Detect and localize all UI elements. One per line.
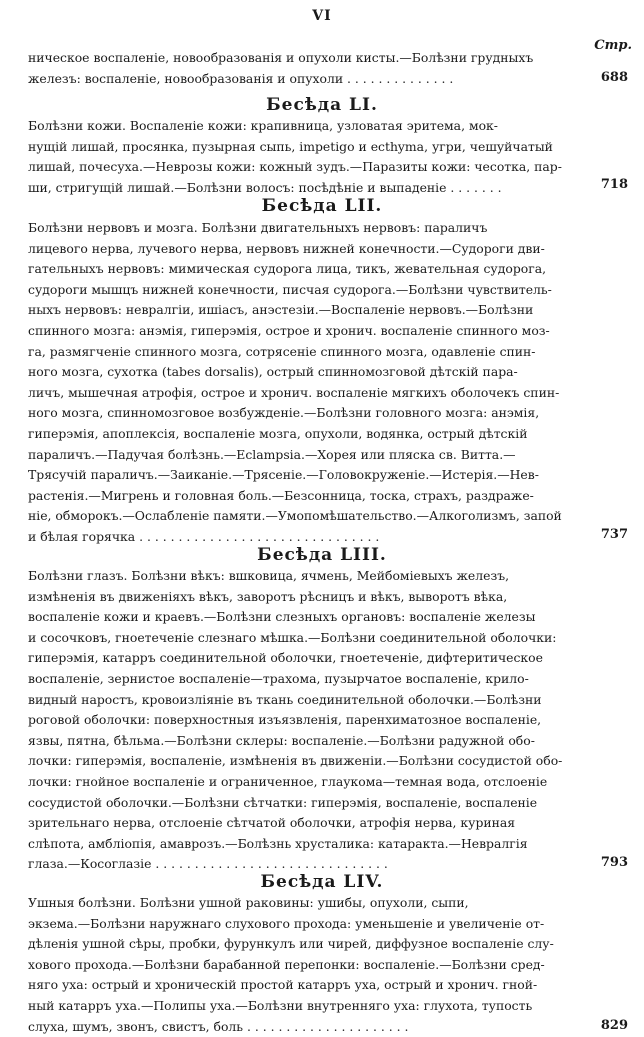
text-line: воспаленіе, зернистое воспаленіе—трахома, пузырчатое воспаленіе, крило- (28, 670, 529, 686)
text-line: ши, стригущій лишай.—Болѣзни волосъ: посѣдѣніе и выпаденіе . . . . . . . (28, 179, 502, 195)
text-line: ныхъ нервовъ: невралгіи, ишіасъ, анэстезіи.—Воспаленіе нервовъ.—Болѣзни (28, 302, 534, 318)
toc-entry-beseda-52 (28, 218, 580, 548)
page-ref-688: 688 (600, 70, 628, 85)
text-line: параличъ.—Падучая болѣзнь.—Eclampsia.—Хорея или пляска св. Витта.— (28, 446, 516, 462)
text-line: Болѣзни глазъ. Болѣзни вѣкъ: вшковица, ячмень, Мейбоміевыхъ железъ, (28, 568, 510, 583)
text-line: спинного мозга: анэмія, гиперэмія, острое и хронич. воспаленіе спинного моз- (28, 322, 550, 338)
text-line: га, размягченіе спинного мозга, сотрясеніе спинного мозга, одавленіе спин- (28, 343, 536, 359)
text-line: гиперэмія, апоплексія, воспаленіе мозга, опухоли, водянка, острый дѣтскій (28, 425, 528, 441)
text-line: Болѣзни кожи. Воспаленіе кожи: крапивница, узловатая эритема, мок- (28, 118, 498, 133)
text-line: измѣненія въ движеніяхъ вѣкъ, заворотъ рѣсницъ и вѣкъ, выворотъ вѣка, (28, 588, 508, 604)
toc-entry-beseda-53 (28, 566, 580, 875)
text-line: хового прохода.—Болѣзни барабанной перепонки: воспаленіе.—Болѣзни сред- (28, 956, 545, 972)
text-line: язвы, пятна, бѣльма.—Болѣзни склеры: воспаленіе.—Болѣзни радужной обо- (28, 732, 535, 748)
page-folio: VI (312, 8, 332, 24)
text-line: Болѣзни нервовъ и мозга. Болѣзни двигательныхъ нервовъ: параличъ (28, 220, 488, 235)
text-line: ный катарръ уха.—Полипы уха.—Болѣзни внутренняго уха: глухота, тупость (28, 997, 533, 1013)
toc-entry-beseda-51 (28, 116, 580, 198)
text-line: и бѣлая горячка . . . . . . . . . . . . . . . . . . . . . . . . . . . . . . . (28, 528, 380, 544)
text-line: растенія.—Мигрень и головная боль.—Безсонница, тоска, страхъ, раздраже- (28, 487, 534, 503)
toc-entry-beseda-54 (28, 893, 580, 1037)
toc-entry-continuation (28, 48, 580, 89)
text-line: железъ: воспаленіе, новообразованія и опухоли . . . . . . . . . . . . . . (28, 70, 454, 86)
text-line: ніе, обморокъ.—Ослабленіе памяти.—Умопомѣшательство.—Алкоголизмъ, запой (28, 508, 562, 524)
text-line: ного мозга, спинномозговое возбужденіе.—Болѣзни головного мозга: анэмія, (28, 405, 540, 421)
text-line: видный наростъ, кровоизліяніе въ ткань соединительной оболочки.—Болѣзни (28, 691, 542, 707)
text-line: судороги мышцъ нижней конечности, писчая судорога.—Болѣзни чувствитель- (28, 281, 552, 297)
heading-beseda-51: Бесѣда LI. (266, 95, 378, 115)
text-line: Ушныя болѣзни. Болѣзни ушной раковины: ушибы, опухоли, сыпи, (28, 895, 469, 910)
text-line: Трясучій параличъ.—Заиканіе.—Трясеніе.—Головокруженіе.—Истерія.—Нев- (28, 467, 539, 483)
text-line: воспаленіе кожи и краевъ.—Болѣзни слезныхъ органовъ: воспаленіе железы (28, 609, 536, 625)
text-line: нущій лишай, просянка, пузырная сыпь, impetigo и ecthyma, угри, чешуйчатый (28, 138, 553, 154)
text-line: слуха, шумъ, звонъ, свистъ, боль . . . . . . . . . . . . . . . . . . . . . (28, 1018, 409, 1034)
text-line: зрительнаго нерва, отслоеніе сѣтчатой оболочки, атрофія нерва, куриная (28, 815, 516, 831)
heading-beseda-54: Бесѣда LIV. (260, 872, 384, 892)
text-line: ного мозга, сухотка (tabes dorsalis), острый спинномозговой дѣтскій пара- (28, 364, 518, 380)
text-line: дѣленія ушной сѣры, пробки, фурункулъ или чирей, диффузное воспаленіе слу- (28, 936, 554, 952)
text-line: глаза.—Косоглазіе . . . . . . . . . . . . . . . . . . . . . . . . . . . . . . (28, 856, 388, 872)
text-line: экзема.—Болѣзни наружнаго слухового прохода: уменьшеніе и увеличеніе от- (28, 915, 545, 931)
text-line: роговой оболочки: поверхностныя изъязвленія, паренхиматозное воспаленіе, (28, 712, 542, 728)
page-ref-737: 737 (600, 527, 628, 542)
text-line: лицевого нерва, лучевого нерва, нервовъ нижней конечности.—Судороги дви- (28, 240, 545, 256)
text-line: гиперэмія, катарръ соединительной оболочки, гноетеченіе, дифтеритическое (28, 650, 543, 666)
text-line: личъ, мышечная атрофія, острое и хронич. воспаленіе мягкихъ оболочекъ спин- (28, 384, 560, 400)
text-line: слѣпота, амбліопія, амаврозъ.—Болѣзнь хрусталика: катаракта.—Невралгія (28, 835, 528, 851)
heading-beseda-53: Бесѣда LIII. (257, 545, 387, 565)
text-line: лишай, почесуха.—Неврозы кожи: кожный зудъ.—Паразиты кожи: чесотка, пар- (28, 159, 562, 175)
text-line: сосудистой оболочки.—Болѣзни сѣтчатки: гиперэмія, воспаленіе, воспаленіе (28, 794, 538, 810)
text-line: лочки: гнойное воспаленіе и ограниченное, глаукома—темная вода, отслоеніе (28, 773, 548, 789)
text-line: няго уха: острый и хроническій простой катарръ уха, острый и хронич. гной- (28, 977, 538, 993)
page-ref-793: 793 (600, 855, 628, 870)
page-ref-718: 718 (600, 177, 628, 192)
page-column-header: Стр. (594, 38, 632, 53)
text-line: лочки: гиперэмія, воспаленіе, измѣненія въ движеніи.—Болѣзни сосудистой обо- (28, 753, 563, 769)
text-line: и сосочковъ, гноетеченіе слезнаго мѣшка.—Болѣзни соединительной оболочки: (28, 629, 557, 645)
heading-beseda-52: Бесѣда LII. (261, 196, 383, 216)
page-ref-829: 829 (600, 1018, 628, 1033)
text-line: гательныхъ нервовъ: мимическая судорога лица, тикъ, жевательная судорога, (28, 261, 547, 277)
text-line: ническое воспаленіе, новообразованія и опухоли кисты.—Болѣзни грудныхъ (28, 50, 534, 65)
